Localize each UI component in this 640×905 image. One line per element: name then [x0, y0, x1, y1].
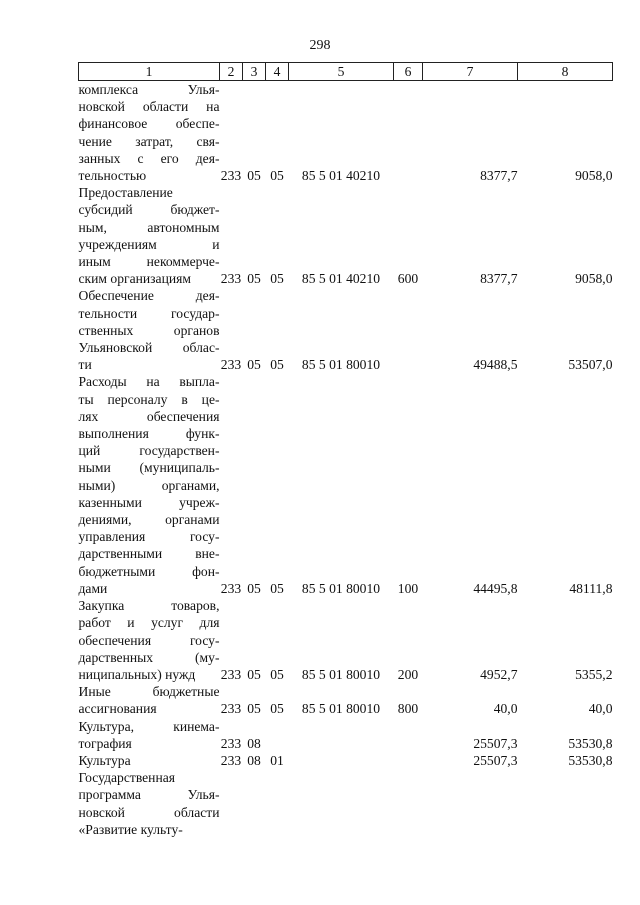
description-line: дарственными вне- [78, 546, 220, 562]
description-line: ными (муниципаль- [78, 460, 220, 476]
cell-col-4 [266, 718, 289, 752]
description-line: «Развитие культу- [78, 821, 183, 837]
cell-col-8: 53507,0 [568, 357, 613, 373]
cell-col-7: 40,0 [493, 701, 518, 717]
cell-col-4 [266, 769, 289, 838]
description-line: Обеспечение дея- [78, 288, 220, 304]
description-line: ным, автономным [78, 219, 220, 235]
row-description [79, 769, 220, 838]
cell-col-4: 05 [270, 701, 284, 717]
table-header-row [79, 63, 613, 81]
cell-col-4: 05 [270, 580, 284, 596]
cell-col-6 [394, 81, 423, 185]
cell-col-6 [394, 769, 423, 838]
cell-col-2: 233 [220, 666, 242, 682]
row-description [79, 287, 220, 373]
description-line: ций государствен- [78, 443, 220, 459]
description-line: ты персоналу в це- [78, 391, 220, 407]
cell-col-5: 85 5 01 80010 [301, 580, 381, 596]
cell-col-3: 08 [247, 752, 261, 768]
description-line: дениями, органами [78, 512, 220, 528]
cell-col-2: 233 [220, 271, 242, 287]
table-row [79, 718, 613, 752]
cell-col-7: 44495,8 [473, 580, 518, 596]
cell-col-6: 800 [397, 701, 419, 717]
cell-col-4: 05 [270, 357, 284, 373]
cell-col-3: 05 [247, 357, 261, 373]
description-line: управления госу- [78, 529, 220, 545]
description-line: Культура [78, 752, 131, 768]
table-row [79, 769, 613, 838]
cell-col-6 [394, 718, 423, 752]
cell-col-5: 85 5 01 40210 [301, 168, 381, 184]
table-row [79, 683, 613, 717]
column-header: 2 [220, 63, 243, 81]
column-header: 6 [394, 63, 423, 81]
description-line: Иные бюджетные [78, 684, 220, 700]
description-line: ственных органов [78, 322, 220, 338]
description-line: бюджетными фон- [78, 563, 220, 579]
cell-col-7 [423, 769, 518, 838]
description-line: лях обеспечения [78, 408, 220, 424]
cell-col-3: 05 [247, 666, 261, 682]
column-header: 3 [243, 63, 266, 81]
description-line: ниципальных) нужд [78, 666, 196, 682]
cell-col-3 [243, 769, 266, 838]
cell-col-6 [394, 752, 423, 769]
row-description [79, 718, 220, 752]
description-line: дарственных (му- [78, 649, 220, 665]
row-description [79, 683, 220, 717]
cell-col-4: 05 [270, 168, 284, 184]
cell-col-7: 49488,5 [473, 357, 518, 373]
description-line: иным некоммерче- [78, 254, 220, 270]
table-row [79, 373, 613, 597]
description-line: программа Улья- [78, 787, 220, 803]
cell-col-8 [518, 769, 613, 838]
cell-col-5 [289, 718, 394, 752]
description-line: Закупка товаров, [78, 598, 220, 614]
description-line: Ульяновской облас- [78, 340, 220, 356]
row-description [79, 373, 220, 597]
description-line: Расходы на выпла- [78, 374, 220, 390]
description-line: Культура, кинема- [78, 718, 220, 734]
table-row [79, 81, 613, 185]
page-number: 298 [309, 38, 331, 53]
cell-col-8: 5355,2 [575, 666, 613, 682]
cell-col-5 [289, 752, 394, 769]
cell-col-3: 05 [247, 701, 261, 717]
description-line: выполнения функ- [78, 426, 220, 442]
cell-col-3: 05 [247, 580, 261, 596]
cell-col-6 [394, 287, 423, 373]
description-line: занных с его дея- [78, 150, 220, 166]
description-line: комплекса Улья- [78, 82, 220, 97]
description-line: дами [78, 580, 108, 596]
description-line: тельности государ- [78, 305, 220, 321]
table-row [79, 752, 613, 769]
description-line: тография [78, 735, 132, 751]
cell-col-8: 9058,0 [575, 168, 613, 184]
table-row [79, 287, 613, 373]
table-row [79, 597, 613, 683]
description-line: новской области на [78, 99, 220, 115]
description-line: ными) органами, [78, 477, 220, 493]
cell-col-4: 05 [270, 666, 284, 682]
row-description [79, 184, 220, 287]
budget-table [78, 62, 613, 838]
cell-col-7: 8377,7 [480, 168, 518, 184]
cell-col-7: 25507,3 [473, 752, 518, 768]
cell-col-3: 05 [247, 168, 261, 184]
cell-col-2: 233 [220, 580, 242, 596]
description-line: ти [78, 357, 92, 373]
cell-col-8: 53530,8 [568, 752, 613, 768]
description-line: учреждениям и [78, 236, 220, 252]
description-line: ским организациям [78, 271, 191, 287]
cell-col-2: 233 [220, 735, 242, 751]
column-header: 1 [79, 63, 220, 81]
column-header: 7 [423, 63, 518, 81]
cell-col-2 [220, 769, 243, 838]
cell-col-8: 53530,8 [568, 735, 613, 751]
row-description [79, 81, 220, 185]
table-row [79, 184, 613, 287]
row-description [79, 752, 220, 769]
cell-col-5: 85 5 01 80010 [301, 701, 381, 717]
cell-col-2: 233 [220, 701, 242, 717]
cell-col-6: 200 [397, 666, 419, 682]
cell-col-7: 25507,3 [473, 735, 518, 751]
description-line: чение затрат, свя- [78, 133, 220, 149]
description-line: тельностью [78, 168, 147, 184]
cell-col-4: 01 [270, 752, 284, 768]
cell-col-3: 05 [247, 271, 261, 287]
cell-col-5: 85 5 01 80010 [301, 666, 381, 682]
cell-col-8: 40,0 [588, 701, 613, 717]
column-header: 5 [289, 63, 394, 81]
description-line: обеспечения госу- [78, 632, 220, 648]
description-line: Предоставление [78, 185, 173, 201]
cell-col-4: 05 [270, 271, 284, 287]
description-line: работ и услуг для [78, 615, 220, 631]
description-line: финансовое обеспе- [78, 116, 220, 132]
description-line: новской области [78, 804, 220, 820]
cell-col-5: 85 5 01 40210 [301, 271, 381, 287]
cell-col-8: 9058,0 [575, 271, 613, 287]
cell-col-6: 100 [397, 580, 419, 596]
cell-col-2: 233 [220, 168, 242, 184]
description-line: ассигнования [78, 701, 157, 717]
row-description [79, 597, 220, 683]
cell-col-3: 08 [247, 735, 261, 751]
cell-col-5 [289, 769, 394, 838]
cell-col-8: 48111,8 [569, 580, 613, 596]
cell-col-7: 4952,7 [480, 666, 518, 682]
description-line: субсидий бюджет- [78, 202, 220, 218]
column-header: 8 [518, 63, 613, 81]
description-line: Государственная [78, 770, 176, 786]
cell-col-2: 233 [220, 357, 242, 373]
cell-col-6: 600 [397, 271, 419, 287]
description-line: казенными учреж- [78, 494, 220, 510]
column-header: 4 [266, 63, 289, 81]
cell-col-7: 8377,7 [480, 271, 518, 287]
cell-col-2: 233 [220, 752, 242, 768]
cell-col-5: 85 5 01 80010 [301, 357, 381, 373]
